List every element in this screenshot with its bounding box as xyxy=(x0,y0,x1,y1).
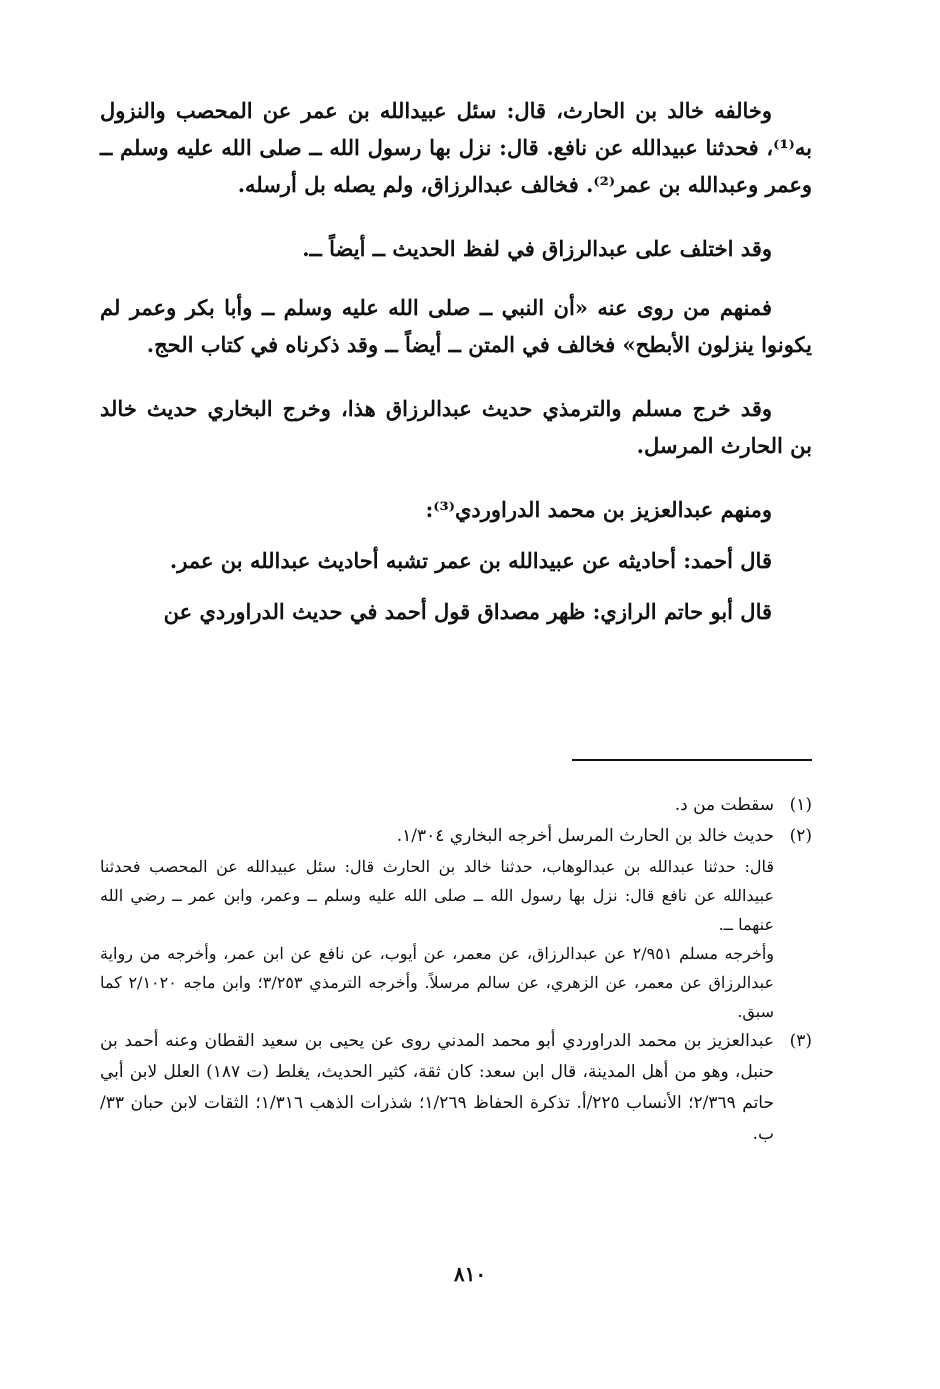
book-page xyxy=(100,92,812,1292)
paragraph-4: وقد خرج مسلم والترمذي حديث عبدالرزاق هذا، وخرج البخاري حديث خالد بن الحارث المرسل. xyxy=(100,396,812,458)
footnote-text: عبدالعزيز بن محمد الدراوردي أبو محمد المدني روى عن يحيى بن سعيد القطان وعنه أحمد بن حنبل، وهو من أهل المدينة، قال ابن سعد: كان ثقة، كثير الحديث، يغلط (ت ١٨٧) العلل لابن أبي حاتم ٢/٣٦٩؛ الأنساب ٢٢٥/أ. تذكرة الحفاظ ١/٢٦٩؛ شذرات الذهب ١/٣١٦؛ الثقات لابن حبان ٣٣/ب. xyxy=(100,1031,774,1144)
footnote-1 xyxy=(100,790,812,821)
footnote-number: (١) xyxy=(789,795,812,815)
footnote-3 xyxy=(100,1026,812,1150)
footnote-2 xyxy=(100,821,812,852)
footnotes xyxy=(100,790,812,1150)
footnote-text: سقطت من د. xyxy=(674,795,774,815)
footnote-text: حديث خالد بن الحارث المرسل أخرجه البخاري ١/٣٠٤. xyxy=(396,826,774,846)
paragraph-2: وقد اختلف على عبدالرزاق في لفظ الحديث ــ أيضاً ــ. xyxy=(302,236,772,261)
section-heading: ومنهم عبدالعزيز بن محمد الدراوردي⁽³⁾: xyxy=(425,497,772,522)
footnote-number: (٣) xyxy=(789,1031,812,1051)
footnote-separator xyxy=(572,759,812,761)
footnote-2-detail-2: وأخرجه مسلم ٢/٩٥١ عن عبدالرزاق، عن معمر، عن أيوب، عن نافع عن ابن عمر، وأخرجه من رواية عبدالرزاق عن معمر، عن الزهري، عن سالم مرسلاً. وأخرجه الترمذي ٣/٢٥٣؛ وابن ماجه ٢/١٠٢٠ كما سبق. xyxy=(100,944,775,1021)
paragraph-6: قال أبو حاتم الرازي: ظهر مصداق قول أحمد في حديث الدراوردي عن xyxy=(163,599,772,624)
footnote-2-detail-1: قال: حدثنا عبدالله بن عبدالوهاب، حدثنا خالد بن الحارث قال: سئل عبيدالله عن المحصب فحدثنا عبيدالله عن نافع قال: نزل بها رسول الله ــ صلى الله عليه وسلم ــ وعمر، وابن عمر ــ رضي الله عنهما ــ. xyxy=(100,857,775,934)
page-number: ٨١٠ xyxy=(453,1262,487,1286)
paragraph-5: قال أحمد: أحاديثه عن عبيدالله بن عمر تشبه أحاديث عبدالله بن عمر. xyxy=(169,548,772,573)
paragraph-1: وخالفه خالد بن الحارث، قال: سئل عبيدالله بن عمر عن المحصب والنزول به⁽¹⁾، فحدثنا عبيدالله عن نافع. قال: نزل بها رسول الله ــ صلى الله عليه وسلم ــ وعمر وعبدالله بن عمر⁽²⁾. فخالف عبدالرزاق، ولم يصله بل أرسله. xyxy=(100,98,812,197)
main-text xyxy=(100,92,812,630)
paragraph-3: فمنهم من روى عنه «أن النبي ــ صلى الله عليه وسلم ــ وأبا بكر وعمر لم يكونوا ينزلون الأبطح» فخالف في المتن ــ أيضاً ــ وقد ذكرناه في كتاب الحج. xyxy=(100,295,812,357)
footnote-number: (٢) xyxy=(789,826,812,846)
